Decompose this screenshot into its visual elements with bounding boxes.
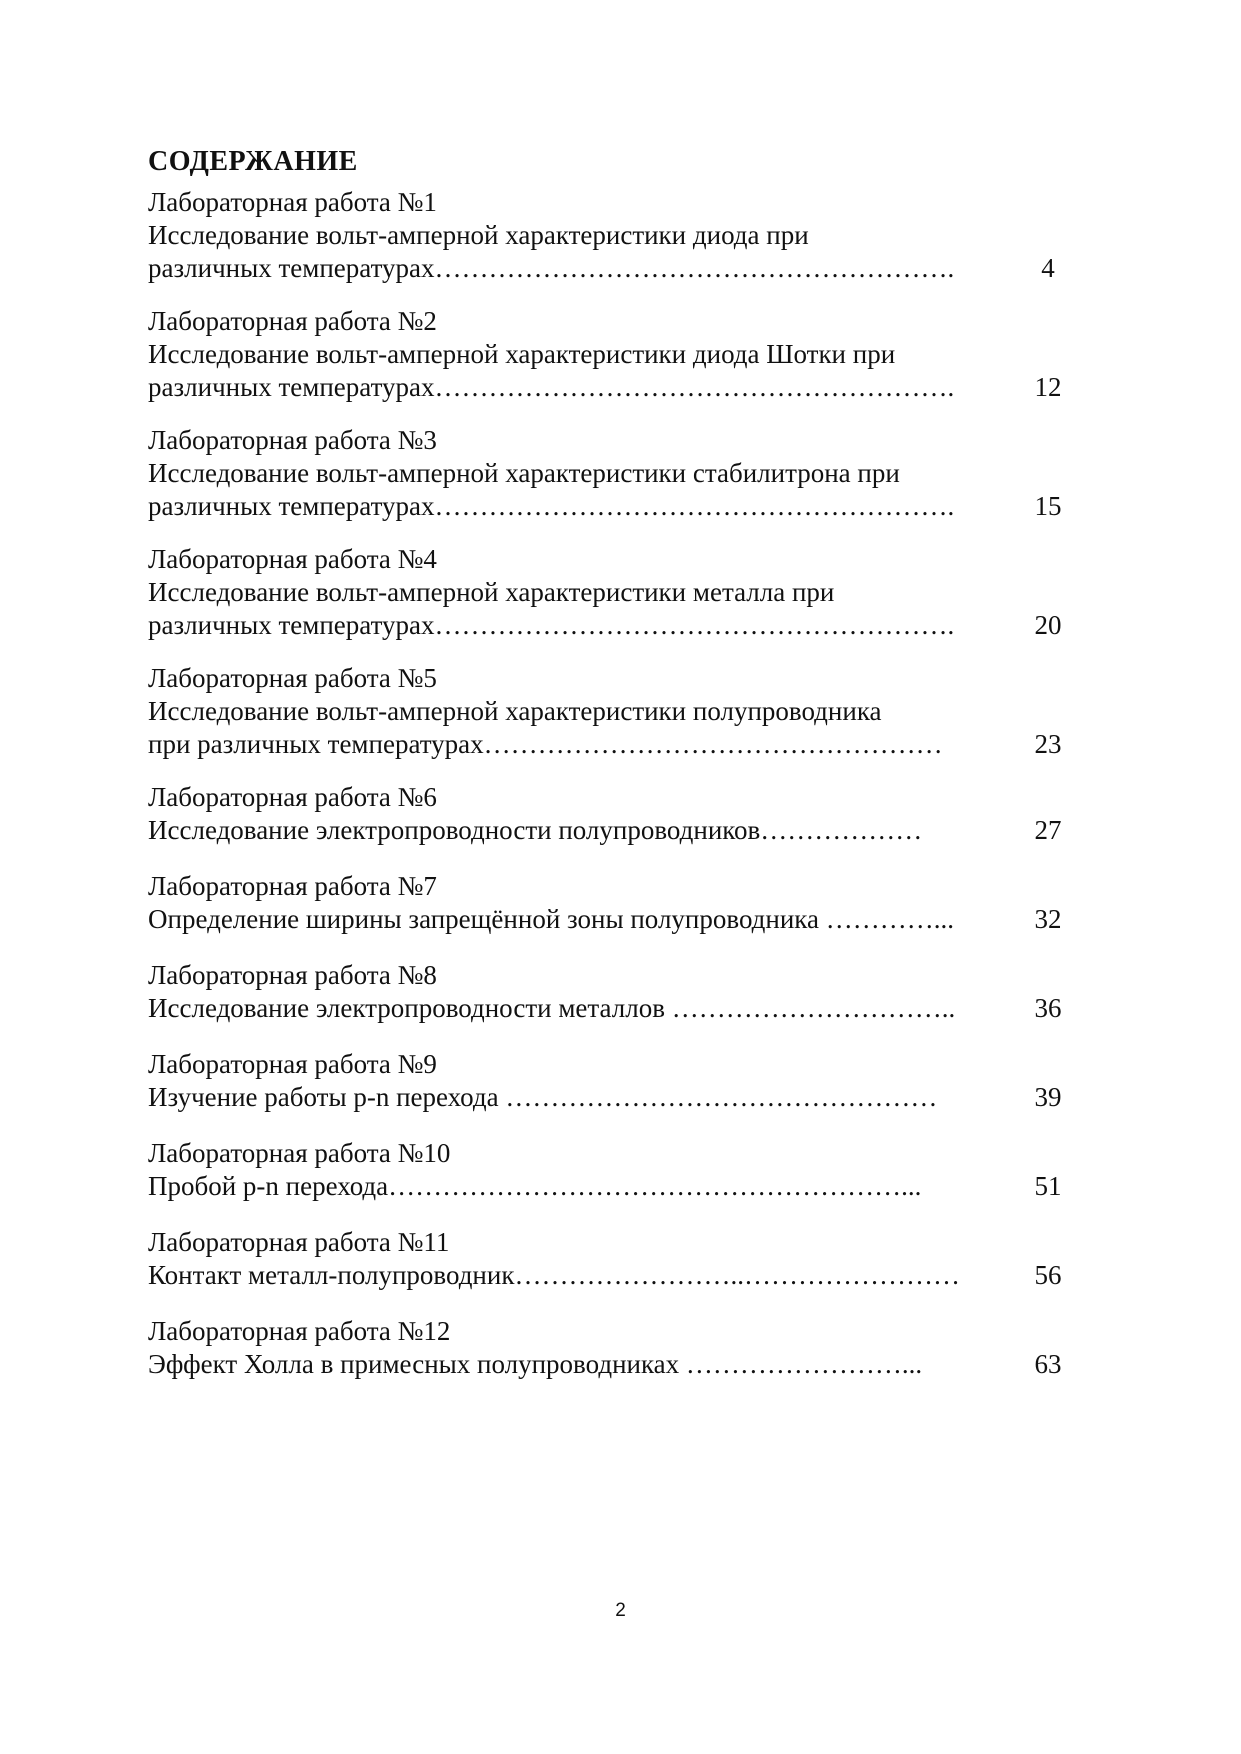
entry-title-line: Исследование вольт-амперной характеристики диода Шотки при [148,339,896,369]
entry-last-row [148,992,1078,1025]
entry-label: Лабораторная работа №10 [148,1138,451,1168]
entry-page-number: 27 [1034,815,1062,845]
entry-last-row [148,728,1078,761]
entry-title-end: различных температурах…………………………………………………. [148,253,955,283]
entry-label: Лабораторная работа №12 [148,1316,451,1346]
toc-entry-10 [148,1137,1078,1203]
entry-page-number: 36 [1034,993,1062,1023]
entry-label: Лабораторная работа №4 [148,544,437,574]
toc-entry-2 [148,305,1078,404]
entry-title-end: различных температурах…………………………………………………. [148,610,955,640]
entry-last-row [148,252,1078,285]
entry-title-end: Эффект Холла в примесных полупроводниках ……………………... [148,1349,923,1379]
toc-entry-3 [148,424,1078,523]
entry-label: Лабораторная работа №9 [148,1049,437,1079]
entry-page-number: 51 [1034,1171,1062,1201]
page-number: 2 [615,1600,626,1621]
toc-entry-1 [148,186,1078,285]
entry-last-row [148,609,1078,642]
entry-last-row [148,814,1078,847]
entry-page-number: 15 [1034,491,1062,521]
entry-label: Лабораторная работа №2 [148,306,437,336]
entry-title-end: Изучение работы p-n перехода ………………………………………… [148,1082,938,1112]
entry-title-end: Контакт металл-полупроводник……………………..…………………… [148,1260,960,1290]
entry-title-line: Исследование вольт-амперной характеристики полупроводника [148,696,882,726]
entry-title-line: Исследование вольт-амперной характеристики металла при [148,577,835,607]
entry-title-end: Исследование электропроводности полупроводников……………… [148,815,923,845]
toc-title: СОДЕРЖАНИЕ [148,146,358,177]
entry-page-number: 32 [1034,904,1062,934]
entry-page-number: 23 [1034,729,1062,759]
entry-title-end: различных температурах…………………………………………………. [148,372,955,402]
entry-label: Лабораторная работа №8 [148,960,437,990]
entry-last-row [148,1170,1078,1203]
toc-entry-4 [148,543,1078,642]
entry-label: Лабораторная работа №3 [148,425,437,455]
entry-page-number: 4 [1041,253,1055,283]
entry-last-row [148,1348,1078,1381]
entry-page-number: 12 [1034,372,1062,402]
toc-entry-8 [148,959,1078,1025]
entry-last-row [148,903,1078,936]
entry-page-number: 63 [1034,1349,1062,1379]
toc-entry-6 [148,781,1078,847]
entry-label: Лабораторная работа №7 [148,871,437,901]
entry-label: Лабораторная работа №1 [148,187,437,217]
entry-title-line: Исследование вольт-амперной характеристики диода при [148,220,809,250]
entry-title-end: различных температурах…………………………………………………. [148,491,955,521]
entry-title-end: Исследование электропроводности металлов ………………………….. [148,993,956,1023]
entry-title-end: при различных температурах…………………………………………… [148,729,943,759]
entry-last-row [148,371,1078,404]
entry-page-number: 39 [1034,1082,1062,1112]
entry-label: Лабораторная работа №6 [148,782,437,812]
entry-last-row [148,1081,1078,1114]
entry-last-row [148,1259,1078,1292]
toc-entry-12 [148,1315,1078,1381]
toc-entry-9 [148,1048,1078,1114]
entry-last-row [148,490,1078,523]
toc-entry-5 [148,662,1078,761]
entry-label: Лабораторная работа №5 [148,663,437,693]
entry-label: Лабораторная работа №11 [148,1227,450,1257]
toc-entry-11 [148,1226,1078,1292]
entry-page-number: 56 [1034,1260,1062,1290]
entry-title-line: Исследование вольт-амперной характеристики стабилитрона при [148,458,900,488]
toc-entry-7 [148,870,1078,936]
entry-title-end: Пробой p-n перехода…………………………………………………... [148,1171,922,1201]
entry-page-number: 20 [1034,610,1062,640]
entry-title-end: Определение ширины запрещённой зоны полупроводника …………... [148,904,954,934]
